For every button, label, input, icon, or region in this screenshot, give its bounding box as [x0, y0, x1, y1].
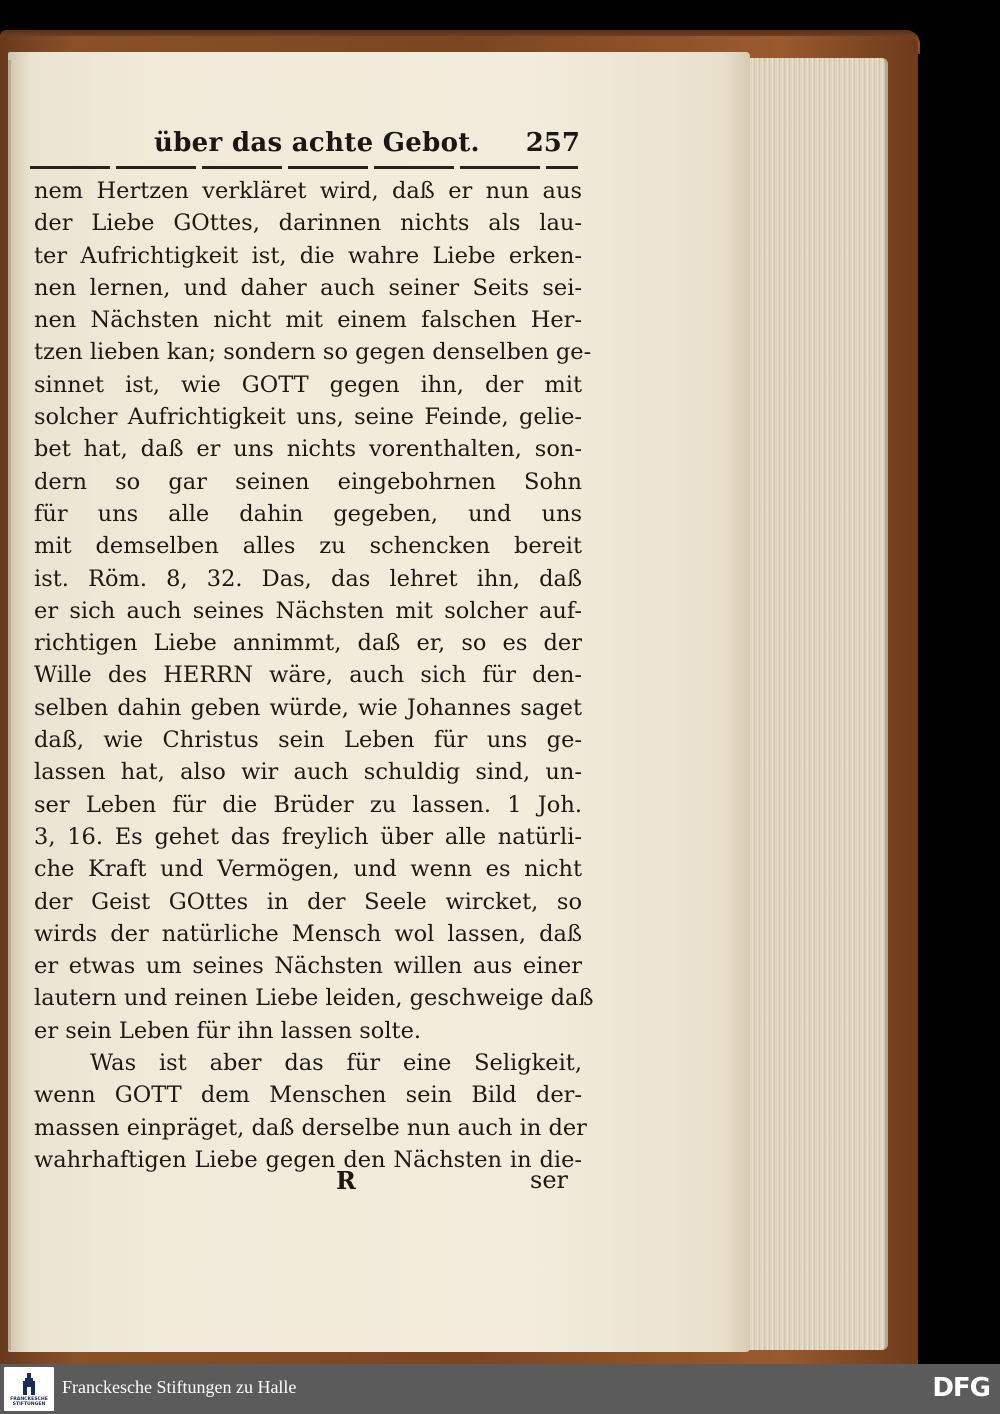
- text-line: er sich auch seines Nächsten mit solcher auf-: [34, 597, 582, 624]
- text-line: richtigen Liebe annimmt, daß er, so es der: [34, 630, 582, 657]
- footer-bar: [0, 1364, 1000, 1414]
- text-line: dern so gar seinen eingebohrnen Sohn: [34, 468, 582, 495]
- institution-name[interactable]: Franckesche Stiftungen zu Halle: [62, 1377, 297, 1397]
- text-line: der Liebe GOttes, darinnen nichts als lau-: [34, 210, 582, 237]
- body-text: [34, 175, 594, 1176]
- page-block-edges: [736, 58, 888, 1350]
- text-line: selben dahin geben würde, wie Johannes saget: [34, 694, 582, 721]
- franckesche-logo[interactable]: [4, 1367, 54, 1411]
- page-gutter: [8, 60, 11, 1350]
- text-line: che Kraft und Vermögen, und wenn es nicht: [34, 856, 582, 883]
- text-line: sinnet ist, wie GOTT gegen ihn, der mit: [34, 371, 582, 398]
- page-number: 257: [525, 128, 580, 158]
- text-line: wenn GOTT dem Menschen sein Bild der-: [34, 1082, 582, 1109]
- text-line: er etwas um seines Nächsten willen aus einer: [34, 953, 582, 980]
- text-line: der Geist GOttes in der Seele wircket, so: [34, 888, 582, 915]
- text-line: für uns alle dahin gegeben, und uns: [34, 500, 582, 527]
- text-line: ist. Röm. 8, 32. Das, das lehret ihn, daß: [34, 565, 582, 592]
- text-line: nem Hertzen verkläret wird, daß er nun aus: [34, 178, 582, 204]
- text-line: massen einpräget, daß derselbe nun auch in der: [34, 1114, 587, 1141]
- header-rule: [30, 166, 578, 169]
- text-line: mit demselben alles zu schencken bereit: [34, 533, 582, 560]
- running-header: [140, 122, 580, 166]
- logo-text: FRANCKESCHE STIFTUNGEN: [10, 1397, 48, 1407]
- text-line: lautern und reinen Liebe leiden, geschweige daß: [34, 985, 594, 1012]
- text-line: tzen lieben kan; sondern so gegen denselben ge-: [34, 339, 592, 366]
- catchword: ser: [530, 1166, 568, 1194]
- text-line: nen Nächsten nicht mit einem falschen Her-: [34, 307, 582, 334]
- text-line: er sein Leben für ihn lassen solte.: [34, 1017, 422, 1044]
- text-line: bet hat, daß er uns nichts vorenthalten, son-: [34, 436, 582, 463]
- institution-logo-icon: [22, 1373, 36, 1395]
- text-line: Wille des HERRN wäre, auch sich für den-: [34, 662, 582, 689]
- text-line: ter Aufrichtigkeit ist, die wahre Liebe erken-: [34, 242, 582, 269]
- text-line: ser Leben für die Brüder zu lassen. 1 Joh.: [34, 791, 582, 818]
- dfg-logo[interactable]: DFG: [932, 1373, 990, 1403]
- running-title: über das achte Gebot.: [154, 128, 480, 158]
- text-line: 3, 16. Es gehet das freylich über alle natürli-: [34, 823, 582, 850]
- text-line: Was ist aber das für eine Seligkeit,: [90, 1050, 582, 1077]
- text-line: daß, wie Christus sein Leben für uns ge-: [34, 727, 582, 754]
- signature-mark: R: [336, 1166, 356, 1195]
- text-line: lassen hat, also wir auch schuldig sind, un-: [34, 759, 582, 786]
- text-line: nen lernen, und daher auch seiner Seits sei-: [34, 274, 582, 301]
- text-line: wirds der natürliche Mensch wol lassen, daß: [34, 920, 582, 947]
- text-line: solcher Aufrichtigkeit uns, seine Feinde, gelie-: [34, 404, 582, 431]
- text-line: wahrhaftigen Liebe gegen den Nächsten in die-: [34, 1146, 582, 1173]
